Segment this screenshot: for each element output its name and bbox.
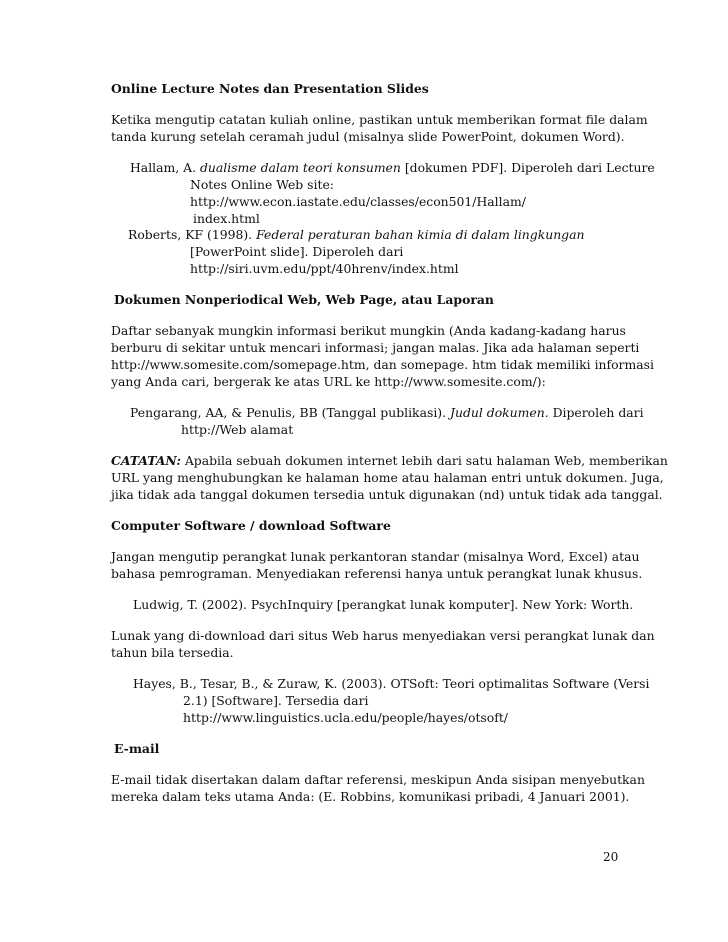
paragraph-line: http://www.somesite.com/somepage.htm, dan somepage. htm tidak memiliki informasi xyxy=(111,357,654,372)
paragraph-line: mereka dalam teks utama Anda: (E. Robbins, komunikasi pribadi, 4 Januari 2001). xyxy=(111,789,630,804)
paragraph-line: Daftar sebanyak mungkin informasi berikut mungkin (Anda kadang-kadang harus xyxy=(111,323,626,338)
section-heading-lecture-notes: Online Lecture Notes dan Presentation Slides xyxy=(111,81,429,96)
reference-url: http://www.linguistics.ucla.edu/people/hayes/otsoft/ xyxy=(183,710,508,725)
paragraph-line: Ketika mengutip catatan kuliah online, pastikan untuk memberikan format file dalam xyxy=(111,112,648,127)
paragraph-line: tanda kurung setelah ceramah judul (misalnya slide PowerPoint, dokumen Word). xyxy=(111,129,625,144)
section-heading-web-documents: Dokumen Nonperiodical Web, Web Page, atau Laporan xyxy=(114,292,494,307)
reference-title: dualisme dalam teori konsumen xyxy=(199,160,401,175)
reference-title: Judul dokumen. xyxy=(450,405,549,420)
note-label: CATATAN: xyxy=(111,453,181,468)
reference-line: [PowerPoint slide]. Diperoleh dari xyxy=(190,244,404,259)
reference-url: http://www.econ.iastate.edu/classes/econ501/Hallam/ xyxy=(190,194,526,209)
reference-hallam: Hallam, A. dualisme dalam teori konsumen [dokumen PDF]. Diperoleh dari Lecture xyxy=(130,160,655,175)
paragraph-line: berburu di sekitar untuk mencari informasi; jangan malas. Jika ada halaman seperti xyxy=(111,340,640,355)
paragraph-line: jika tidak ada tanggal dokumen tersedia untuk digunakan (nd) untuk tidak ada tanggal. xyxy=(111,487,663,502)
section-heading-software: Computer Software / download Software xyxy=(111,518,391,533)
reference-url: index.html xyxy=(193,211,260,226)
reference-line: Notes Online Web site: xyxy=(190,177,334,192)
paragraph-line: yang Anda cari, bergerak ke atas URL ke http://www.somesite.com/): xyxy=(111,374,546,389)
page-number: 20 xyxy=(603,850,619,864)
section-heading-email: E-mail xyxy=(114,741,160,756)
paragraph-line: URL yang menghubungkan ke halaman home atau halaman entri untuk dokumen. Juga, xyxy=(111,470,664,485)
reference-line: 2.1) [Software]. Tersedia dari xyxy=(183,693,369,708)
paragraph-line: E-mail tidak disertakan dalam daftar referensi, meskipun Anda sisipan menyebutkan xyxy=(111,772,645,787)
paragraph-line: bahasa pemrograman. Menyediakan referensi hanya untuk perangkat lunak khusus. xyxy=(111,566,643,581)
reference-url: http://Web alamat xyxy=(181,422,294,437)
reference-ludwig: Ludwig, T. (2002). PsychInquiry [perangkat lunak komputer]. New York: Worth. xyxy=(133,597,634,612)
paragraph-line: tahun bila tersedia. xyxy=(111,645,234,660)
paragraph-line: Lunak yang di-download dari situs Web harus menyediakan versi perangkat lunak dan xyxy=(111,628,655,643)
reference-url: http://siri.uvm.edu/ppt/40hrenv/index.html xyxy=(190,261,459,276)
reference-roberts: Roberts, KF (1998). Federal peraturan bahan kimia di dalam lingkungan xyxy=(128,227,585,242)
reference-hayes: Hayes, B., Tesar, B., & Zuraw, K. (2003). OTSoft: Teori optimalitas Software (Versi xyxy=(133,676,650,691)
reference-title: Federal peraturan bahan kimia di dalam lingkungan xyxy=(256,227,585,242)
note-paragraph: CATATAN: Apabila sebuah dokumen internet lebih dari satu halaman Web, memberikan xyxy=(111,453,668,468)
reference-template: Pengarang, AA, & Penulis, BB (Tanggal publikasi). Judul dokumen. Diperoleh dari xyxy=(130,405,644,420)
paragraph-line: Jangan mengutip perangkat lunak perkantoran standar (misalnya Word, Excel) atau xyxy=(111,549,640,564)
